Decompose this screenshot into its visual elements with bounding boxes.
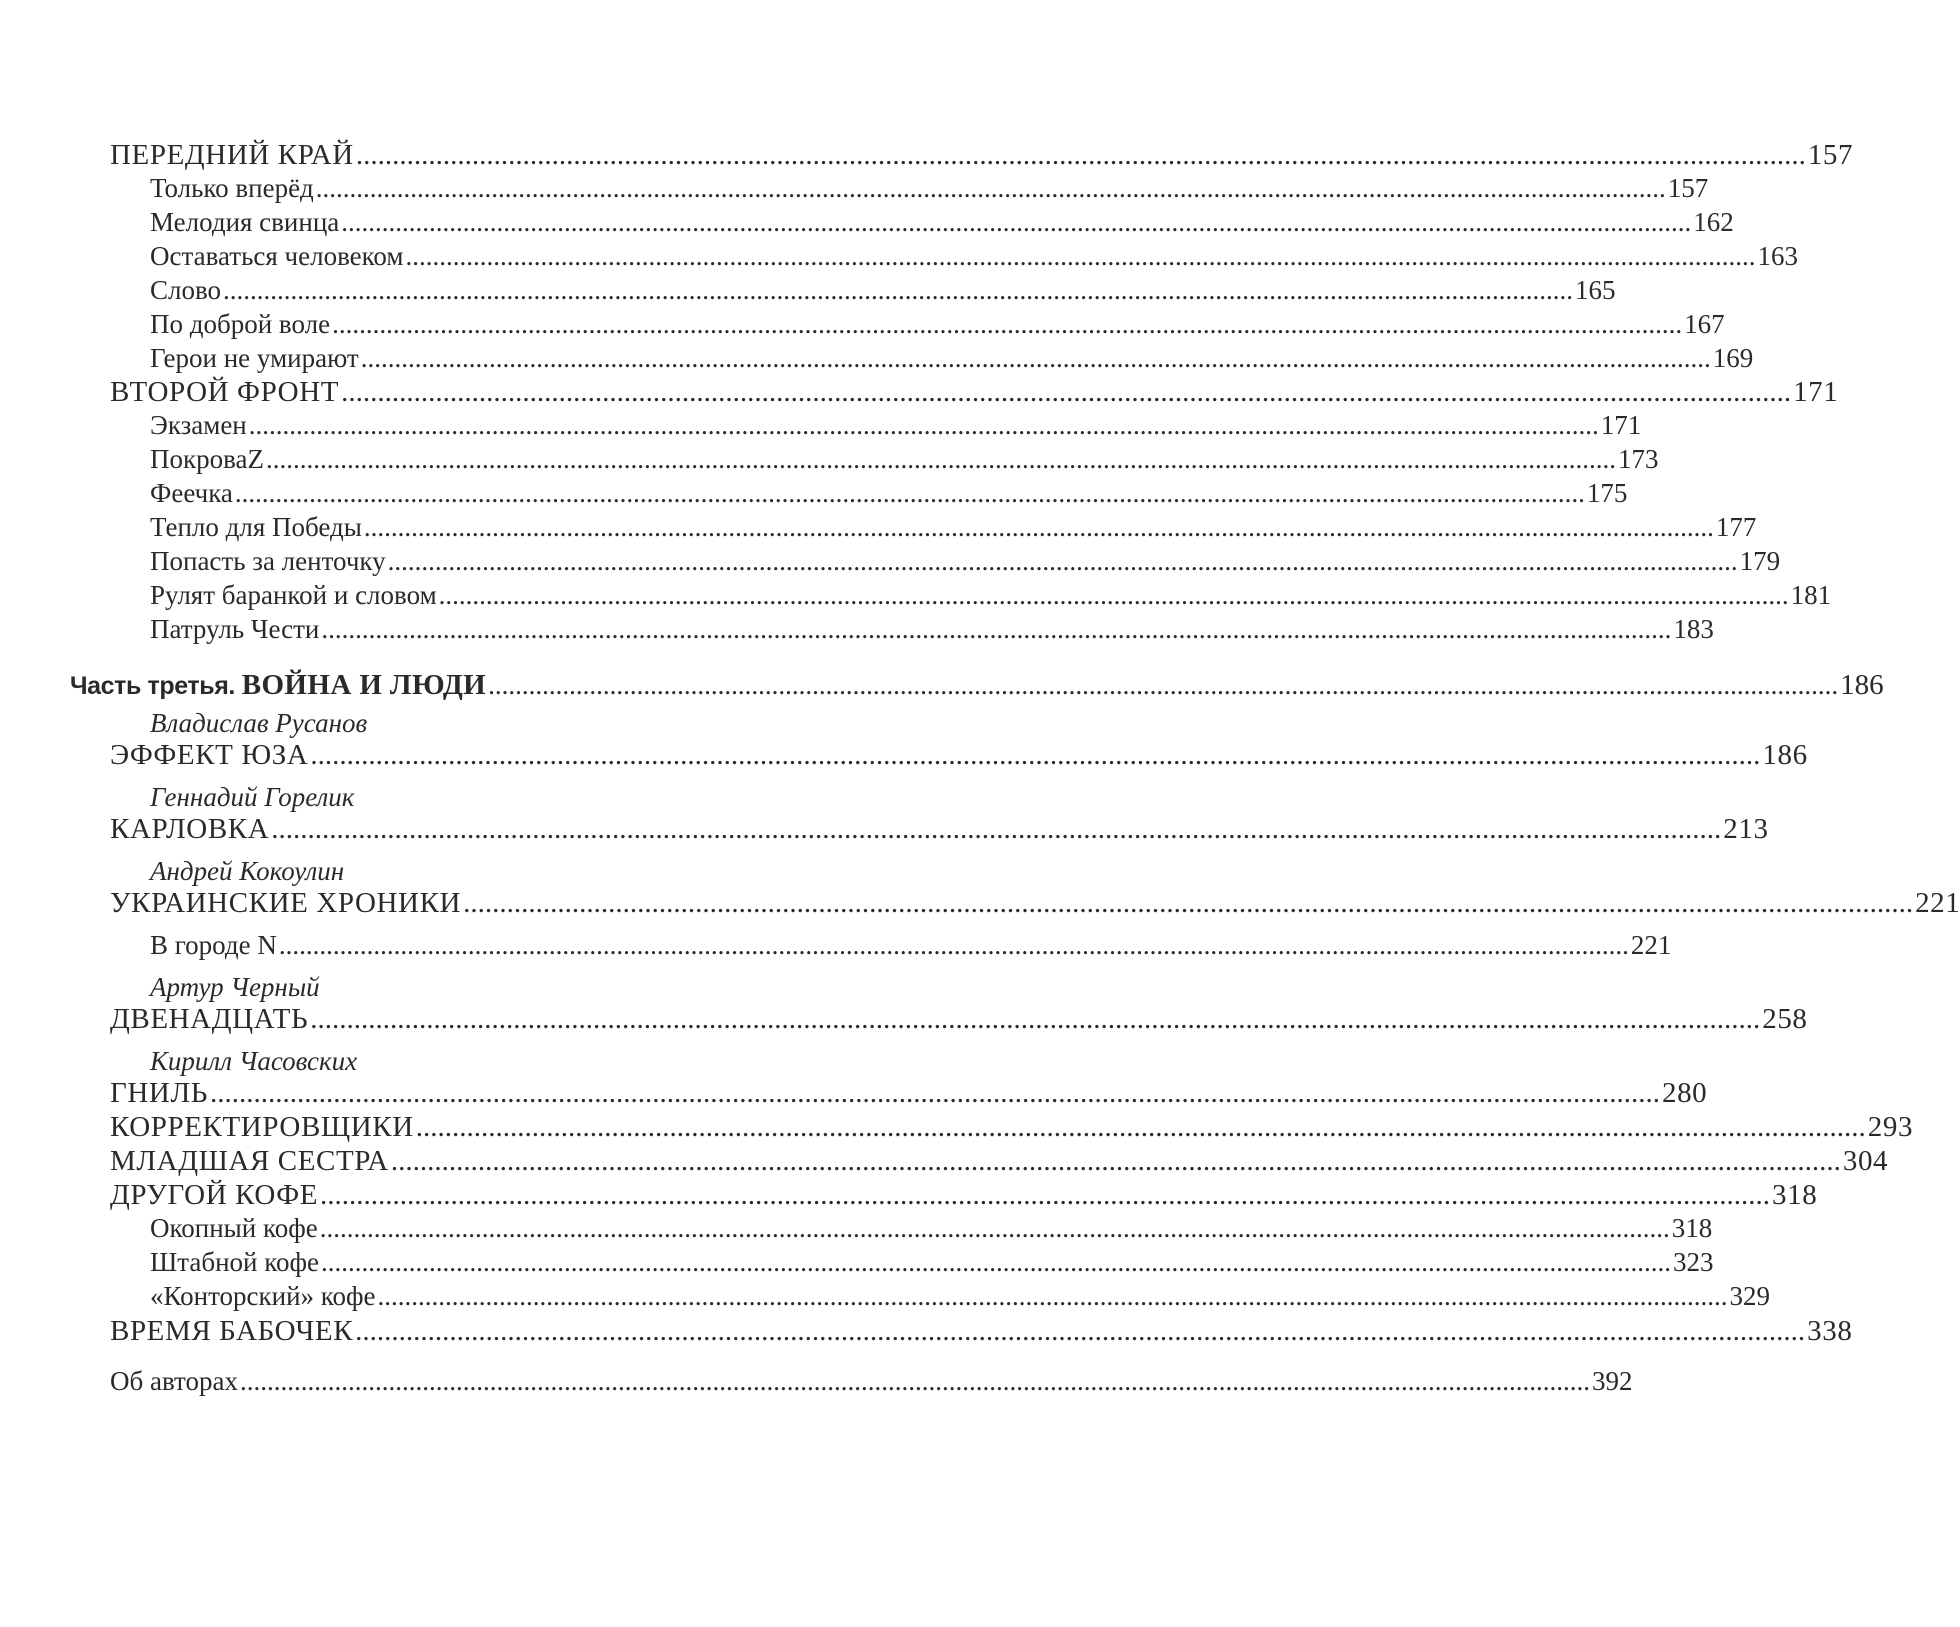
- page-number: 173: [1618, 444, 1659, 474]
- page-number: 293: [1867, 1111, 1914, 1143]
- toc-entry-section[interactable]: [110, 139, 1854, 171]
- dot-leader: ........................................................................................................................................................................................................: [320, 1247, 1671, 1277]
- entry-title: Слово: [150, 275, 222, 305]
- dot-leader: ........................................................................................................................................................................................................: [223, 275, 1574, 305]
- entry-title: По доброй воле: [150, 309, 331, 339]
- entry-title: Окопный кофе: [150, 1213, 318, 1243]
- toc-entry-subsection[interactable]: [150, 478, 1628, 508]
- entry-title: ВРЕМЯ БАБОЧЕК: [110, 1315, 354, 1347]
- page-number: 221: [1630, 930, 1672, 960]
- entry-title: Феечка: [150, 478, 233, 508]
- entry-title: ПокроваZ: [150, 444, 264, 474]
- page-number: 323: [1672, 1247, 1714, 1277]
- toc-entry-subsection[interactable]: [150, 1213, 1713, 1243]
- dot-leader: ........................................................................................................................................................................................................: [415, 1111, 1866, 1143]
- toc-entry-work[interactable]: [110, 887, 1960, 919]
- page-number: 183: [1673, 614, 1714, 644]
- page-number: 213: [1723, 813, 1769, 845]
- entry-title: Только вперёд: [150, 173, 314, 203]
- dot-leader: ........................................................................................................................................................................................................: [390, 1145, 1841, 1177]
- toc-entry-section[interactable]: [110, 376, 1839, 408]
- toc-entry-subsection[interactable]: [150, 173, 1709, 203]
- page-number: 175: [1586, 478, 1628, 508]
- dot-leader: ........................................................................................................................................................................................................: [234, 478, 1585, 508]
- dot-leader: ........................................................................................................................................................................................................: [278, 930, 1629, 960]
- toc-entry-subsection[interactable]: [150, 1281, 1771, 1311]
- entry-title: КАРЛОВКА: [110, 813, 270, 845]
- author-name: Владислав Русанов: [150, 708, 368, 738]
- toc-entry-work[interactable]: [110, 1179, 1818, 1211]
- toc-entry-subsection[interactable]: [150, 614, 1714, 644]
- dot-leader: ........................................................................................................................................................................................................: [377, 1281, 1728, 1311]
- dot-leader: ........................................................................................................................................................................................................: [321, 614, 1672, 644]
- entry-title: Мелодия свинца: [150, 207, 340, 237]
- toc-entry-subsection[interactable]: [150, 309, 1725, 339]
- toc-entry-subsection[interactable]: [150, 1247, 1714, 1277]
- page-number: 157: [1807, 139, 1854, 171]
- entry-title: ДВЕНАДЦАТЬ: [110, 1003, 309, 1035]
- author-name: Геннадий Горелик: [150, 782, 355, 812]
- dot-leader: ........................................................................................................................................................................................................: [438, 580, 1789, 610]
- dot-leader: ........................................................................................................................................................................................................: [319, 1213, 1670, 1243]
- page-number: 221: [1915, 887, 1960, 919]
- page-number: 338: [1807, 1315, 1853, 1347]
- toc-entry-work[interactable]: [110, 1077, 1708, 1109]
- page-number: 171: [1600, 410, 1642, 440]
- dot-leader: ........................................................................................................................................................................................................: [341, 207, 1692, 237]
- toc-entry-work[interactable]: [110, 813, 1769, 845]
- toc-entry-subsection[interactable]: [150, 343, 1754, 373]
- dot-leader: ........................................................................................................................................................................................................: [320, 1179, 1771, 1211]
- dot-leader: ........................................................................................................................................................................................................: [463, 887, 1914, 919]
- page-number: 186: [1762, 739, 1808, 771]
- toc-entry-subsection[interactable]: [150, 241, 1798, 271]
- entry-title: ПЕРЕДНИЙ КРАЙ: [110, 139, 354, 171]
- dot-leader: ........................................................................................................................................................................................................: [209, 1077, 1660, 1109]
- page-number: 329: [1729, 1281, 1771, 1311]
- page-number: 186: [1840, 669, 1884, 701]
- page-number: 258: [1762, 1003, 1808, 1035]
- page-number: 318: [1772, 1179, 1818, 1211]
- page-number: 163: [1757, 241, 1798, 271]
- toc-entry-work[interactable]: [110, 1111, 1914, 1143]
- dot-leader: ........................................................................................................................................................................................................: [387, 546, 1738, 576]
- page-number: 171: [1793, 376, 1839, 408]
- entry-title: МЛАДШАЯ СЕСТРА: [110, 1145, 389, 1177]
- page-number: 157: [1667, 173, 1709, 203]
- entry-title: [70, 671, 486, 700]
- entry-title: Тепло для Победы: [150, 512, 362, 542]
- dot-leader: ........................................................................................................................................................................................................: [239, 1366, 1590, 1396]
- page-number: 318: [1671, 1213, 1713, 1243]
- entry-title: Экзамен: [150, 410, 247, 440]
- toc-entry-subsection[interactable]: [150, 444, 1659, 474]
- toc-entry-work[interactable]: [110, 1145, 1889, 1177]
- toc-entry-about-authors[interactable]: [110, 1366, 1633, 1396]
- dot-leader: ........................................................................................................................................................................................................: [341, 376, 1792, 408]
- entry-title: Герои не умирают: [150, 343, 359, 373]
- toc-entry-subsection[interactable]: [150, 207, 1734, 237]
- dot-leader: ........................................................................................................................................................................................................: [488, 670, 1839, 700]
- dot-leader: ........................................................................................................................................................................................................: [355, 139, 1806, 171]
- entry-title: ВТОРОЙ ФРОНТ: [110, 376, 340, 408]
- page-number: 162: [1693, 207, 1734, 237]
- entry-title: Оставаться человеком: [150, 241, 404, 271]
- entry-title: УКРАИНСКИЕ ХРОНИКИ: [110, 887, 462, 919]
- dot-leader: ........................................................................................................................................................................................................: [310, 1003, 1761, 1035]
- dot-leader: ........................................................................................................................................................................................................: [360, 343, 1711, 373]
- dot-leader: ........................................................................................................................................................................................................: [405, 241, 1756, 271]
- part-label: Часть третья.: [70, 672, 235, 700]
- page-number: 167: [1684, 309, 1725, 339]
- entry-title: Об авторах: [110, 1366, 238, 1396]
- entry-title: «Конторский» кофе: [150, 1281, 376, 1311]
- toc-entry-subsection[interactable]: [150, 546, 1781, 576]
- entry-title: Штабной кофе: [150, 1247, 319, 1277]
- author-name: Кирилл Часовских: [150, 1046, 358, 1076]
- dot-leader: ........................................................................................................................................................................................................: [332, 309, 1683, 339]
- toc-entry-work[interactable]: [110, 739, 1808, 771]
- entry-title: В городе N: [150, 930, 277, 960]
- dot-leader: ........................................................................................................................................................................................................: [355, 1315, 1806, 1347]
- page-number: 177: [1715, 512, 1757, 542]
- page-number: 179: [1739, 546, 1781, 576]
- page-number: 165: [1575, 275, 1616, 305]
- entry-title: Патруль Чести: [150, 614, 320, 644]
- page-number: 392: [1591, 1366, 1633, 1396]
- page-number: 169: [1712, 343, 1754, 373]
- toc-entry-subsection[interactable]: [150, 930, 1672, 960]
- author-name: Андрей Кокоулин: [150, 856, 345, 886]
- entry-title: КОРРЕКТИРОВЩИКИ: [110, 1111, 414, 1143]
- toc-entry-subsection[interactable]: [150, 580, 1832, 610]
- toc-entry-subsection[interactable]: [150, 410, 1642, 440]
- entry-title: ГНИЛЬ: [110, 1077, 208, 1109]
- entry-title: ДРУГОЙ КОФЕ: [110, 1179, 319, 1211]
- entry-title: Рулят баранкой и словом: [150, 580, 437, 610]
- toc-entry-subsection[interactable]: [150, 512, 1757, 542]
- dot-leader: ........................................................................................................................................................................................................: [266, 444, 1616, 474]
- toc-entry-work[interactable]: [110, 1315, 1853, 1347]
- dot-leader: ........................................................................................................................................................................................................: [248, 410, 1599, 440]
- page-number: 280: [1661, 1077, 1708, 1109]
- toc-entry-work[interactable]: [110, 1003, 1808, 1035]
- page-number: 304: [1842, 1145, 1889, 1177]
- dot-leader: ........................................................................................................................................................................................................: [310, 739, 1761, 771]
- part-title: ВОЙНА И ЛЮДИ: [241, 669, 487, 701]
- author-name: Артур Черный: [150, 972, 320, 1002]
- dot-leader: ........................................................................................................................................................................................................: [363, 512, 1714, 542]
- toc-entry-part[interactable]: [70, 669, 1884, 701]
- entry-title: Попасть за ленточку: [150, 546, 386, 576]
- entry-title: ЭФФЕКТ ЮЗА: [110, 739, 309, 771]
- page-number: 181: [1790, 580, 1832, 610]
- dot-leader: ........................................................................................................................................................................................................: [315, 173, 1666, 203]
- toc-entry-subsection[interactable]: [150, 275, 1616, 305]
- dot-leader: ........................................................................................................................................................................................................: [271, 813, 1722, 845]
